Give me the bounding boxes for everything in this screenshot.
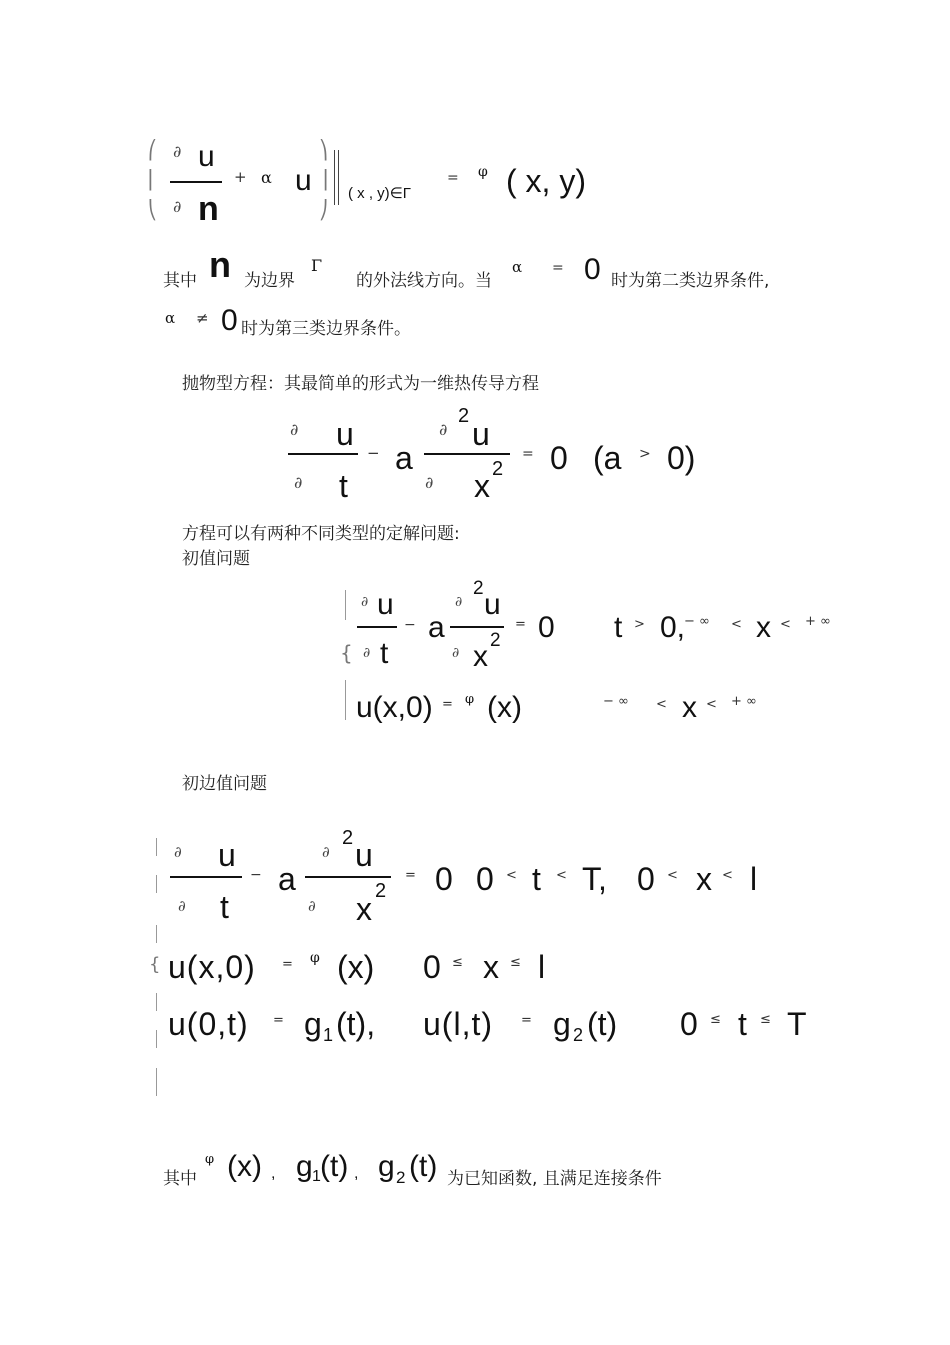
fraction-bar — [170, 181, 222, 183]
partial-symbol: ∂ — [425, 473, 434, 492]
positive-infinity: + ∞ — [805, 614, 831, 629]
positive-infinity: + ∞ — [731, 694, 757, 709]
phi-symbol: φ — [310, 950, 320, 966]
minus-sign: − — [250, 867, 262, 883]
condition-open: (a — [593, 440, 622, 476]
equals-sign: = — [522, 446, 534, 462]
coefficient-a: a — [428, 611, 445, 644]
initial-condition-lhs: u(x,0) — [168, 949, 256, 985]
subscript-two: 2 — [573, 1025, 584, 1045]
zero-value: 0 — [435, 861, 453, 897]
brace-line — [156, 1068, 157, 1096]
partial-symbol: ∂ — [455, 594, 463, 610]
function-argument: (t) — [587, 1006, 618, 1042]
partial-symbol: ∂ — [174, 843, 182, 861]
normal-vector-n: n — [198, 190, 219, 228]
range-T: T — [787, 1006, 807, 1042]
partial-symbol: ∂ — [452, 645, 460, 661]
text-third-kind: 时为第三类边界条件。 — [241, 319, 411, 339]
range-l: l — [538, 949, 546, 985]
equals-sign: = — [282, 957, 293, 972]
numerator-u: u — [198, 140, 215, 173]
condition-zero: 0, — [660, 611, 686, 644]
function-g: g — [296, 1150, 313, 1183]
condition-t: t — [614, 611, 623, 644]
range-zero: 0 — [423, 949, 441, 985]
parabolic-equation-intro: 抛物型方程：其最简单的形式为一维热传导方程 — [182, 374, 539, 394]
brace-line — [156, 1030, 157, 1048]
range-l: l — [750, 861, 758, 897]
function-g: g — [553, 1006, 571, 1042]
greater-than-sign: > — [639, 446, 651, 462]
numerator-u: u — [484, 588, 501, 621]
partial-symbol: ∂ — [173, 197, 182, 216]
u-term: u — [295, 164, 312, 197]
less-than-sign: < — [656, 697, 667, 712]
fraction-bar — [424, 453, 510, 455]
range-t: t — [532, 861, 541, 897]
equals-sign: = — [273, 1013, 284, 1028]
evaluation-bar-right — [338, 150, 339, 205]
minus-sign: − — [404, 617, 416, 633]
exponent-two: 2 — [342, 827, 354, 849]
less-than-sign: < — [731, 617, 742, 632]
function-argument: (t) — [320, 1150, 349, 1183]
phi-symbol: φ — [465, 692, 475, 707]
partial-symbol: ∂ — [178, 897, 186, 915]
brace-line-top — [345, 590, 346, 620]
denominator-t: t — [380, 637, 389, 670]
boundary-condition-left-lhs: u(0,t) — [168, 1006, 249, 1042]
range-zero: 0 — [476, 861, 494, 897]
not-equal-sign: ≠ — [196, 309, 209, 327]
left-paren-top: ⎛ — [148, 140, 157, 161]
subscript-one: 1 — [323, 1025, 334, 1045]
denominator-x: x — [473, 640, 488, 673]
condition-x: x — [682, 691, 697, 724]
brace-line — [156, 838, 157, 856]
coefficient-a: a — [395, 440, 413, 476]
initial-condition-rhs: (x) — [337, 949, 375, 985]
brace-line — [156, 993, 157, 1011]
numerator-u: u — [355, 837, 373, 873]
evaluation-bar-left — [334, 150, 335, 205]
left-brace: { — [149, 954, 161, 975]
initial-value-problem-title: 初值问题 — [182, 549, 250, 569]
function-g: g — [378, 1150, 395, 1183]
denominator-x: x — [356, 891, 372, 927]
subscript-one: 1 — [312, 1168, 321, 1185]
less-equal-sign: ≤ — [452, 955, 463, 970]
zero-value: 0 — [550, 440, 568, 476]
left-paren-bottom: ⎝ — [148, 200, 157, 221]
text-qizhong: 其中 — [163, 271, 197, 291]
function-argument: (t), — [336, 1006, 376, 1042]
range-zero: 0 — [680, 1006, 698, 1042]
denominator-t: t — [339, 468, 348, 504]
condition-close: 0) — [667, 440, 696, 476]
less-than-sign: < — [722, 868, 733, 883]
minus-sign: − — [367, 444, 380, 462]
equals-sign: = — [552, 260, 564, 276]
text-qizhong: 其中 — [163, 1169, 197, 1189]
partial-symbol: ∂ — [290, 420, 299, 439]
gamma-symbol: Γ — [311, 256, 323, 275]
equals-sign: = — [447, 170, 459, 186]
initial-condition-lhs: u(x,0) — [356, 691, 433, 724]
fraction-bar — [450, 626, 504, 628]
phi-symbol: φ — [478, 164, 488, 180]
partial-symbol: ∂ — [361, 594, 369, 610]
left-brace: { — [340, 641, 353, 665]
text-boundary: 为边界 — [244, 271, 295, 291]
less-than-sign: < — [667, 868, 678, 883]
fraction-bar — [357, 626, 397, 628]
partial-symbol: ∂ — [439, 420, 448, 439]
fraction-bar — [305, 876, 391, 878]
comma: , — [271, 1165, 276, 1182]
brace-line — [156, 875, 157, 893]
two-types-text: 方程可以有两种不同类型的定解问题: — [182, 524, 460, 544]
zero-value: 0 — [538, 611, 555, 644]
range-t: t — [738, 1006, 747, 1042]
partial-symbol: ∂ — [173, 142, 182, 161]
range-zero: 0 — [637, 861, 655, 897]
less-than-sign: < — [706, 697, 717, 712]
range-x: x — [483, 949, 499, 985]
exponent-two: 2 — [458, 405, 470, 427]
phi-symbol: φ — [205, 1152, 215, 1167]
normal-vector-n: n — [209, 244, 231, 285]
brace-line — [156, 925, 157, 943]
condition-x: x — [756, 611, 771, 644]
equals-sign: = — [405, 868, 416, 883]
initial-condition-rhs: (x) — [487, 691, 522, 724]
phi-argument: (x) — [227, 1150, 262, 1183]
right-paren-top: ⎞ — [319, 140, 328, 161]
comma: , — [354, 1165, 359, 1182]
exponent-two: 2 — [375, 880, 387, 902]
equals-sign: = — [442, 697, 453, 712]
coefficient-a: a — [278, 861, 296, 897]
function-g: g — [304, 1006, 322, 1042]
zero-value: 0 — [584, 253, 601, 286]
exponent-two: 2 — [490, 630, 501, 651]
numerator-u: u — [336, 416, 354, 452]
text-known-functions: 为已知函数, 且满足连接条件 — [447, 1169, 662, 1189]
numerator-u: u — [218, 837, 236, 873]
boundary-condition-right-lhs: u(l,t) — [423, 1006, 493, 1042]
denominator-t: t — [220, 889, 229, 925]
equals-sign: = — [515, 617, 526, 632]
less-equal-sign: ≤ — [510, 955, 521, 970]
greater-than-sign: > — [634, 617, 645, 632]
partial-symbol: ∂ — [308, 897, 316, 915]
text-outer-normal: 的外法线方向。当 — [356, 271, 492, 291]
less-than-sign: < — [556, 868, 567, 883]
right-paren-mid: ⎟ — [319, 170, 328, 191]
fraction-bar — [170, 876, 242, 878]
less-equal-sign: ≤ — [760, 1012, 771, 1027]
partial-symbol: ∂ — [322, 843, 330, 861]
text-second-kind: 时为第二类边界条件, — [611, 271, 770, 291]
numerator-u: u — [377, 588, 394, 621]
right-paren-bottom: ⎠ — [319, 200, 328, 221]
partial-symbol: ∂ — [294, 473, 303, 492]
left-paren-mid: ⎜ — [148, 170, 157, 191]
plus-sign: + — [234, 168, 247, 186]
less-than-sign: < — [780, 617, 791, 632]
range-T: T, — [582, 861, 607, 897]
negative-infinity: − ∞ — [603, 694, 629, 709]
range-x: x — [696, 861, 712, 897]
exponent-two: 2 — [492, 458, 504, 480]
denominator-x: x — [474, 468, 490, 504]
phi-argument: ( x, y) — [506, 163, 586, 199]
equals-sign: = — [521, 1013, 532, 1028]
alpha-symbol: α — [165, 309, 176, 327]
less-than-sign: < — [506, 868, 517, 883]
subscript-two: 2 — [396, 1168, 406, 1187]
boundary-condition-subscript: ( x , y)∈Γ — [348, 185, 411, 202]
negative-infinity: − ∞ — [684, 614, 710, 629]
zero-value: 0 — [221, 304, 238, 337]
exponent-two: 2 — [473, 578, 484, 599]
initial-boundary-problem-title: 初边值问题 — [182, 774, 267, 794]
fraction-bar — [288, 453, 358, 455]
function-argument: (t) — [409, 1150, 438, 1183]
less-equal-sign: ≤ — [710, 1012, 721, 1027]
alpha-symbol: α — [512, 258, 523, 276]
numerator-u: u — [472, 416, 490, 452]
brace-line-bottom — [345, 680, 346, 720]
alpha-symbol: α — [261, 168, 272, 187]
partial-symbol: ∂ — [363, 645, 371, 661]
